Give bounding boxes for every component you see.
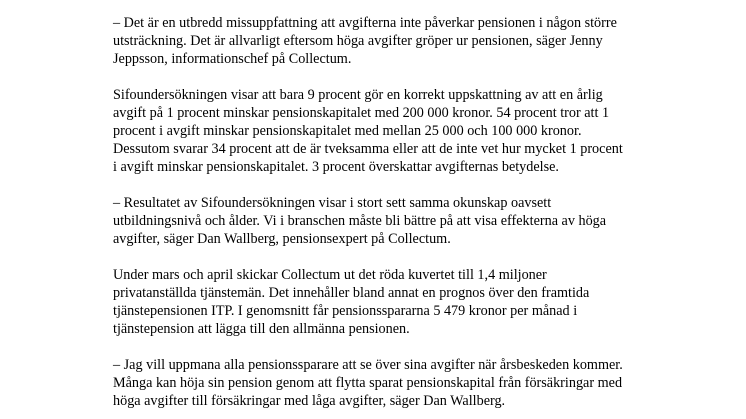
text-line: tjänstepension att lägga till den allmänna pensionen. <box>113 321 410 337</box>
text-line: avgift på 1 procent minskar pensionskapitalet med 200 000 kronor. 54 procent tror att 1 <box>113 105 610 121</box>
text-line: Många kan höja sin pension genom att flytta sparat pensionskapital från försäkringar med <box>113 375 623 391</box>
paragraph-wallberg-quote <box>113 194 606 248</box>
paragraph-sifo-results <box>113 86 623 176</box>
text-line: privatanställda tjänstemän. Det innehåller bland annat en prognos över den framtida <box>113 285 590 301</box>
text-line: – Det är en utbredd missuppfattning att avgifterna inte påverkar pensionen i någon större <box>113 15 617 31</box>
text-line: utbildningsnivå och ålder. Vi i branschen måste bli bättre på att visa effekterna av höga <box>113 213 607 229</box>
text-line: tjänstepensionen ITP. I genomsnitt får pensionsspararna 5 479 kronor per månad i <box>113 303 578 319</box>
text-line: – Resultatet av Sifoundersökningen visar i stort sett samma okunskap oavsett <box>113 195 552 211</box>
text-line: i avgift minskar pensionskapitalet. 3 procent överskattar avgifternas betydelse. <box>113 159 559 175</box>
text-line: utsträckning. Det är allvarligt eftersom höga avgifter gröper ur pensionen, säger Jenny <box>113 33 603 49</box>
text-line: avgifter, säger Dan Wallberg, pensionsexpert på Collectum. <box>113 231 451 247</box>
paragraph-encouragement-quote <box>113 356 623 410</box>
text-line: höga avgifter till försäkringar med låga avgifter, säger Dan Wallberg. <box>113 393 506 409</box>
text-line: Sifoundersökningen visar att bara 9 procent gör en korrekt uppskattning av att en årlig <box>113 87 603 103</box>
text-line: procent i avgift minskar pensionskapitalet med mellan 25 000 och 100 000 kronor. <box>113 123 582 139</box>
text-line: Dessutom svarar 34 procent att de är tveksamma eller att de inte vet hur mycket 1 procent <box>113 141 623 157</box>
paragraph-misconception-quote <box>113 14 617 68</box>
text-line: Jeppsson, informationschef på Collectum. <box>113 51 352 67</box>
text-line: Under mars och april skickar Collectum ut det röda kuvertet till 1,4 miljoner <box>113 267 547 283</box>
paragraph-red-envelope <box>113 266 589 338</box>
text-line: – Jag vill uppmana alla pensionssparare att se över sina avgifter när årsbeskeden kommer. <box>113 357 623 373</box>
